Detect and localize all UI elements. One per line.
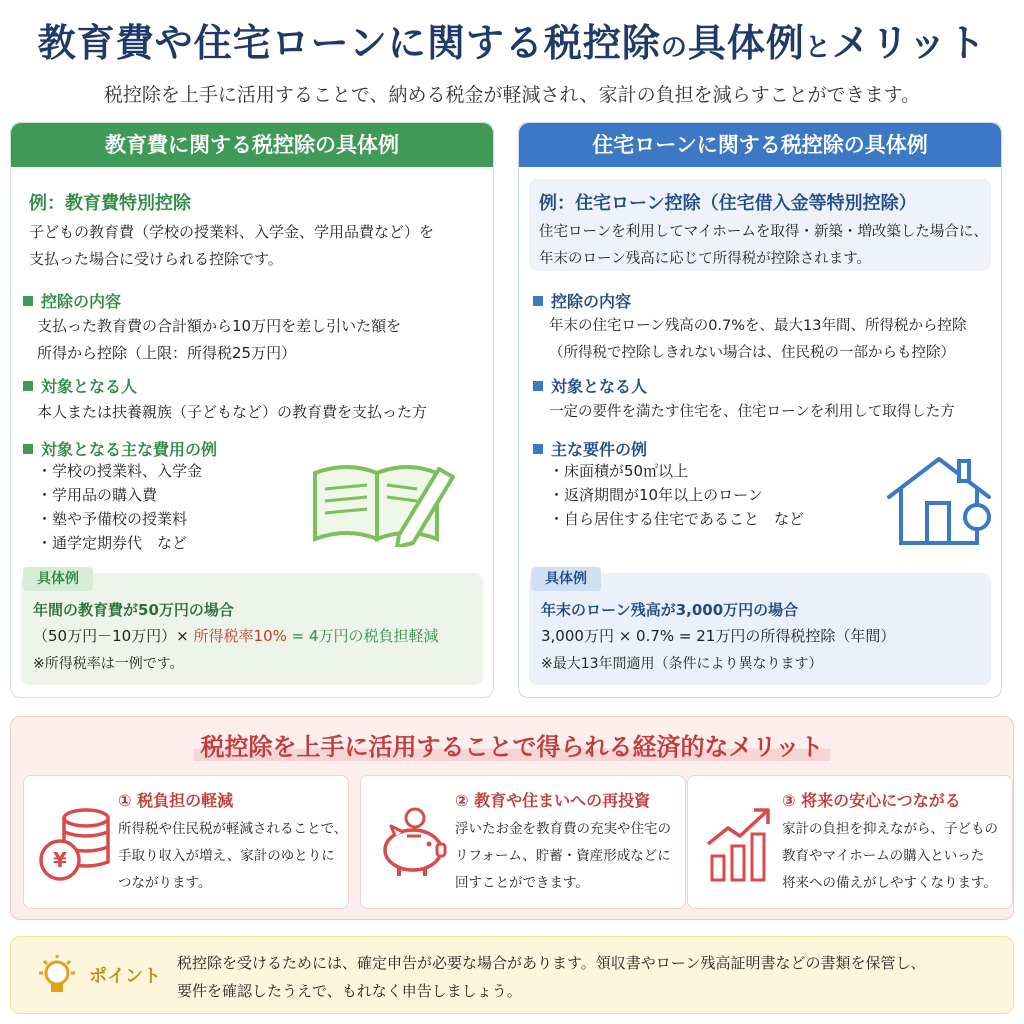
- list-item: ・床面積が50㎡以上: [549, 462, 689, 480]
- lightbulb-icon: [33, 953, 81, 999]
- yen-coins-icon: [38, 804, 114, 884]
- education-desc-line: 子どもの教育費（学校の授業料、入学金、学用品費など）を: [29, 223, 435, 241]
- housing-section-deduction-title: 控除の内容: [533, 289, 631, 312]
- text-line: リフォーム、貯蓄・資産形成などに: [455, 848, 671, 864]
- page-subtitle: 税控除を上手に活用することで、納める税金が軽減され、家計の負担を減らすことができます。: [103, 84, 921, 106]
- housing-panel-header: 住宅ローンに関する税控除の具体例: [519, 123, 1001, 167]
- education-calc-formula: （50万円－10万円）× 所得税率10% = 4万円の税負担軽減: [33, 627, 439, 645]
- text-line: 要件を確認したうえで、もれなく申告しましょう。: [177, 982, 522, 1000]
- text-line: 税控除を受けるためには、確定申告が必要な場合があります。領収書やローン残高証明書などの書類を保管し、: [177, 954, 926, 972]
- point-text: [177, 949, 926, 1005]
- merit-card-title: ③ 将来の安心につながる: [782, 791, 961, 810]
- housing-section-requirements-title: 主な要件の例: [533, 437, 647, 460]
- text-line: 浮いたお金を教育費の充実や住宅の: [455, 821, 671, 837]
- point-section: [10, 936, 1014, 1014]
- merit-card-text: [118, 816, 347, 897]
- education-calc-condition: 年間の教育費が50万円の場合: [33, 601, 234, 619]
- text-line: 教育やマイホームの購入といった: [782, 848, 985, 864]
- text-line: 将来への備えがしやすくなります。: [782, 875, 997, 891]
- education-example-title: 例：教育費特別控除: [29, 193, 191, 214]
- merit-card: [687, 775, 1013, 909]
- square-bullet-icon: [533, 296, 543, 306]
- merit-card-text: [455, 816, 671, 897]
- education-section-deduction-text: [37, 313, 401, 367]
- education-description: [29, 219, 434, 273]
- merit-card-title: ① 税負担の軽減: [118, 791, 234, 810]
- list-item: ・学用品の購入費: [37, 486, 158, 504]
- housing-calc-formula: 3,000万円 × 0.7% = 21万円の所得税控除（年間）: [541, 627, 896, 645]
- text-line: 所得から控除（上限：所得税25万円）: [37, 344, 297, 362]
- housing-requirements-list: [549, 459, 804, 531]
- housing-example-title: 例：住宅ローン控除（住宅借入金等特別控除）: [539, 193, 917, 214]
- education-costs-list: [37, 459, 202, 555]
- text-line: 支払った教育費の合計額から10万円を差し引いた額を: [37, 317, 402, 335]
- merit-card-title: ② 教育や住まいへの再投資: [455, 791, 651, 810]
- education-section-costs-title: 対象となる主な費用の例: [23, 437, 217, 460]
- list-item: ・返済期間が10年以上のローン: [549, 486, 763, 504]
- housing-calc-condition: 年末のローン残高が3,000万円の場合: [541, 601, 799, 619]
- education-desc-line: 支払った場合に受けられる控除です。: [29, 250, 283, 268]
- text-line: 回すことができます。: [455, 875, 589, 891]
- house-icon: [883, 451, 995, 547]
- housing-calc-note: ※最大13年間適用（条件により異なります）: [541, 656, 823, 672]
- education-section-target-text: 本人または扶養親族（子どもなど）の教育費を支払った方: [37, 403, 428, 421]
- list-item: ・塾や予備校の授業料: [37, 510, 188, 528]
- education-section-deduction-title: 控除の内容: [23, 289, 121, 312]
- text-line: （所得税で控除しきれない場合は、住民税の一部からも控除）: [549, 345, 955, 361]
- list-item: ・自ら居住する住宅であること など: [549, 510, 805, 528]
- list-item: ・学校の授業料、入学金: [37, 462, 203, 480]
- piggy-bank-icon: [375, 804, 451, 884]
- education-panel: [10, 122, 494, 698]
- education-calc-note: ※所得税率は一例です。: [33, 656, 184, 672]
- housing-description: [539, 219, 988, 273]
- text-line: つながります。: [118, 875, 212, 891]
- merit-card: [360, 775, 686, 909]
- housing-section-deduction-text: [549, 313, 967, 367]
- square-bullet-icon: [23, 296, 33, 306]
- text-line: 家計の負担を抑えながら、子どもの: [782, 821, 998, 837]
- merit-card: [23, 775, 349, 909]
- education-calc-tag: 具体例: [23, 567, 93, 591]
- merit-card-text: [782, 816, 998, 897]
- housing-section-target-text: 一定の要件を満たす住宅を、住宅ローンを利用して取得した方: [549, 404, 955, 420]
- square-bullet-icon: [533, 444, 543, 454]
- housing-panel: [518, 122, 1002, 698]
- education-section-target-title: 対象となる人: [23, 374, 137, 397]
- housing-desc-line: 住宅ローンを利用してマイホームを取得・新築・増改築した場合に、: [539, 224, 988, 240]
- text-line: 手取り収入が増え、家計のゆとりに: [118, 848, 335, 864]
- square-bullet-icon: [23, 381, 33, 391]
- merits-section: [10, 716, 1014, 920]
- merits-title: 税控除を上手に活用することで得られる経済的なメリット: [11, 727, 1013, 762]
- growth-chart-icon: [702, 804, 778, 884]
- point-label: ポイント: [89, 966, 161, 987]
- notebook-pencil-icon: [307, 455, 457, 547]
- housing-calc-tag: 具体例: [531, 567, 601, 591]
- square-bullet-icon: [23, 444, 33, 454]
- education-panel-header: 教育費に関する税控除の具体例: [11, 123, 493, 167]
- page-title: 教育費や住宅ローンに関する税控除の具体例とメリット: [37, 21, 987, 65]
- square-bullet-icon: [533, 381, 543, 391]
- svg-text:¥: ¥: [53, 848, 67, 872]
- text-line: 所得税や住民税が軽減されることで、: [118, 821, 348, 837]
- text-line: 年末の住宅ローン残高の0.7%を、最大13年間、所得税から控除: [549, 318, 967, 334]
- housing-desc-line: 年末のローン残高に応じて所得税が控除されます。: [539, 251, 872, 267]
- list-item: ・通学定期券代 など: [37, 534, 188, 552]
- housing-section-target-title: 対象となる人: [533, 374, 647, 397]
